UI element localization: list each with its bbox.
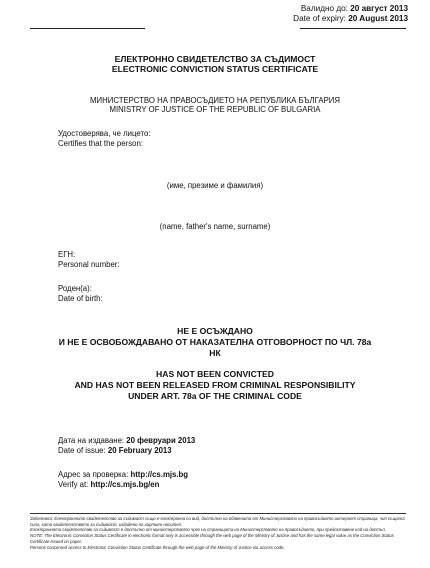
pin-label-en: Personal number: (58, 260, 120, 269)
issue-date-bg-value: 20 февруари 2013 (126, 436, 196, 445)
title-bg: ЕЛЕКТРОННО СВИДЕТЕЛСТВО ЗА СЪДИМОСТ (114, 54, 316, 64)
footer-note-bg-2: Електронното свидетелство за съдимост е достъпно от министерството чрез на страницата на Министерството на правосъдието, при предоставяне кой на достъп. (30, 527, 386, 533)
expiry-line (293, 14, 408, 24)
footer-note-en-1: NOTE: The Electronic Conviction Status Certificate in electronic format only is accessible through the web page of the Ministry of Justice and has the same legal value as the Conviction Status Certificate issued on paper. (30, 533, 394, 544)
verify-bg-label: Адрес за проверка: (58, 470, 129, 479)
verify-en (58, 480, 159, 490)
footer-rule (30, 513, 406, 514)
status-en-line-2: AND HAS NOT BEEN RELEASED FROM CRIMINAL RESPONSIBILITY (74, 380, 356, 390)
header-rule-left (30, 28, 145, 29)
valid-until-label: Валидно до: (300, 4, 348, 13)
issue-date-en-value: 20 February 2013 (107, 446, 172, 455)
name-caption-bg: (име, презиме и фамилия) (166, 181, 264, 190)
verify-bg-link[interactable]: http://cs.mjs.bg (130, 470, 189, 479)
verify-en-link[interactable]: http://cs.mjs.bg/en (90, 480, 160, 489)
pin-label-bg: ЕГН: (58, 250, 76, 259)
validity-block (293, 4, 408, 24)
certifies-label-en: Certifies that the person: (58, 139, 143, 148)
valid-until-line (293, 4, 408, 14)
issue-date-en-label: Date of issue: (58, 446, 106, 455)
status-en-line-1: HAS NOT BEEN CONVICTED (156, 369, 274, 379)
footer-note-bg-1: Забележка: Електронното свидетелство за съдимост също е електронна си вид, достъпно на обявената от Министерството на правосъдието интернет страница, чия същата сила, като свидетелството за съдимост, издадено на хартиен носител. (30, 516, 405, 527)
header-rule-right (300, 28, 406, 29)
status-bg-line-1: НЕ Е ОСЪЖДАНО (177, 326, 253, 336)
valid-until-value: 20 август 2013 (350, 4, 408, 13)
born-label-bg: Роден(а): (58, 284, 92, 293)
footer-note-en-2: Persons concerned access to Electronic Conviction Status Certificate through the web page of the Ministry of Justice via access code. (30, 544, 285, 550)
verify-en-label: Verify at: (58, 480, 89, 489)
footer-notes (30, 516, 410, 550)
issue-date-bg-label: Дата на издаване: (58, 436, 125, 445)
ministry-en: MINISTRY OF JUSTICE OF THE REPUBLIC OF BULGARIA (109, 105, 321, 114)
title-en: ELECTRONIC CONVICTION STATUS CERTIFICATE (111, 64, 319, 74)
verify-bg (58, 470, 188, 480)
issue-date-bg (58, 436, 195, 446)
status-bg-line-2: И НЕ Е ОСВОБОЖДАВАНО ОТ НАКАЗАТЕЛНА ОТГОВОРНОСТ ПО ЧЛ. 78а (58, 337, 372, 347)
ministry-bg: МИНИСТЕРСТВО НА ПРАВОСЪДИЕТО НА РЕПУБЛИКА БЪЛГАРИЯ (89, 96, 341, 105)
born-label-en: Date of birth: (58, 294, 103, 303)
status-bg-line-3: НК (209, 348, 221, 358)
issue-date-en (58, 446, 172, 456)
status-en-line-3: UNDER ART. 78a OF THE CRIMINAL CODE (128, 391, 302, 401)
name-caption-en: (name, father's name, surname) (159, 222, 271, 231)
expiry-value: 20 August 2013 (348, 14, 408, 23)
expiry-label: Date of expiry: (293, 14, 346, 23)
certifies-label-bg: Удостоверява, че лицето: (58, 129, 151, 138)
